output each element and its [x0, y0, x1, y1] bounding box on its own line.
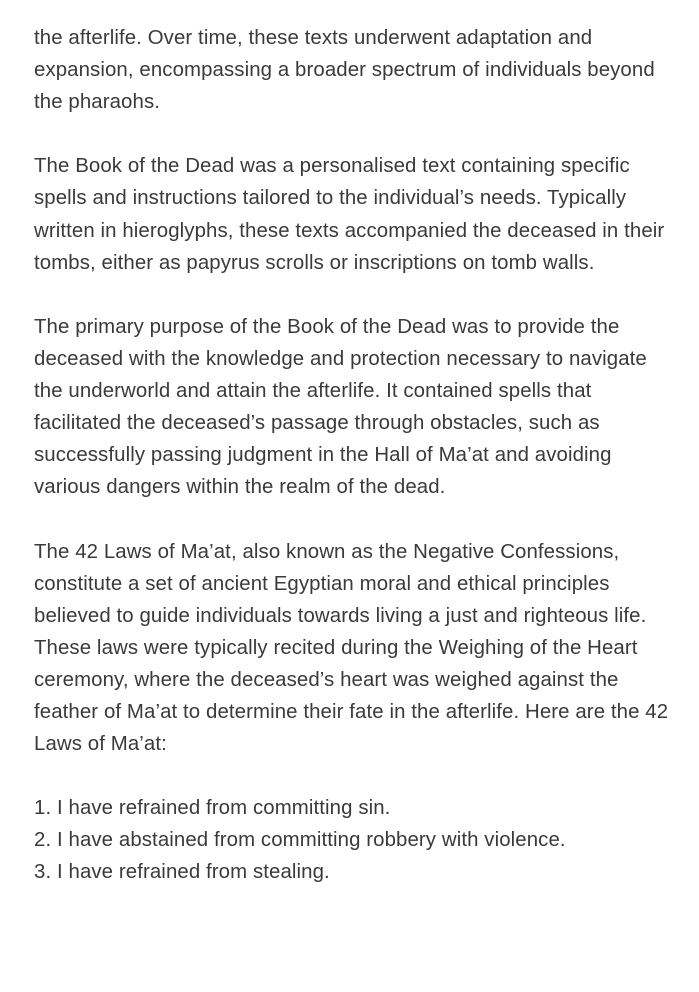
paragraph-42-laws-intro: The 42 Laws of Ma’at, also known as the Negative Confessions, constitute a set of ancient Egyptian moral and ethical principles believed to guide individuals towards living a just and righteous life. These laws were typically recited during the Weighing of the Heart ceremony, where the deceased’s heart was weighed against the feather of Ma’at to determine their fate in the afterlife. Here are the 42 Laws of Ma’at:: [34, 540, 669, 756]
list-item: 2. I have abstained from committing robbery with violence.: [34, 829, 566, 852]
list-item: 3. I have refrained from stealing.: [34, 861, 330, 884]
list-item: 1. I have refrained from committing sin.: [34, 797, 391, 820]
paragraph-book-of-dead-personalised: The Book of the Dead was a personalised text containing specific spells and instructions tailored to the individual’s needs. Typically written in hieroglyphs, these texts accompanied the deceased in their tombs, either as papyrus scrolls or inscriptions on tomb walls.: [34, 155, 665, 274]
laws-list: [34, 792, 674, 888]
paragraph-afterlife-texts: the afterlife. Over time, these texts underwent adaptation and expansion, encompassing a broader spectrum of individuals beyond the pharaohs.: [34, 27, 655, 114]
article-body: [34, 22, 674, 889]
paragraph-book-of-dead-purpose: The primary purpose of the Book of the Dead was to provide the deceased with the knowledge and protection necessary to navigate the underworld and attain the afterlife. It contained spells that facilitated the deceased’s passage through obstacles, such as successfully passing judgment in the Hall of Ma’at and avoiding various dangers within the realm of the dead.: [34, 315, 647, 499]
